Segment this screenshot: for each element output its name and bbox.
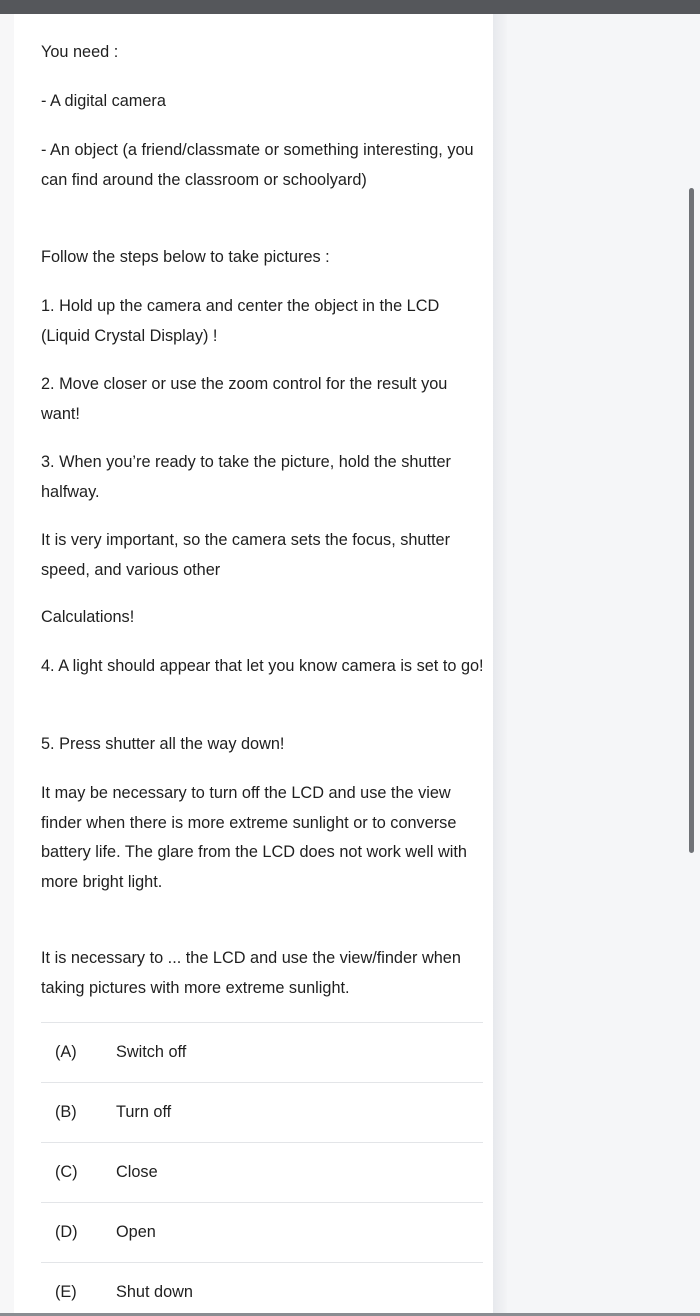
option-c[interactable] xyxy=(41,1142,483,1202)
passage-step-3: 3. When you’re ready to take the picture, hold the shutter halfway. xyxy=(41,453,451,501)
option-a-text: Switch off xyxy=(116,1043,187,1061)
option-a-letter: (A) xyxy=(55,1043,77,1061)
passage-line-need: You need : xyxy=(41,43,119,61)
option-d[interactable] xyxy=(41,1202,483,1262)
option-e-text: Shut down xyxy=(116,1283,193,1301)
passage-line-object: - An object (a friend/classmate or something interesting, you can find around the classroom or schoolyard) xyxy=(41,141,474,189)
passage-line-lcd-note: It may be necessary to turn off the LCD and use the view finder when there is more extreme sunlight or to converse battery life. The glare from the LCD does not work well with more bright light. xyxy=(41,784,467,891)
passage-line-follow: Follow the steps below to take pictures : xyxy=(41,248,330,266)
passage-line-calculations: Calculations! xyxy=(41,608,135,626)
passage-step-2: 2. Move closer or use the zoom control for the result you want! xyxy=(41,375,448,423)
left-margin xyxy=(0,14,14,1313)
option-e[interactable] xyxy=(41,1262,483,1316)
question-text: It is necessary to ... the LCD and use the view/finder when taking pictures with more extreme sunlight. xyxy=(41,949,461,997)
reading-panel xyxy=(14,14,493,1316)
panel-edge-shadow xyxy=(493,14,507,1316)
option-c-letter: (C) xyxy=(55,1163,78,1181)
scrollbar-thumb[interactable] xyxy=(689,188,694,853)
passage-step-1: 1. Hold up the camera and center the object in the LCD (Liquid Crystal Display) ! xyxy=(41,297,440,345)
option-c-text: Close xyxy=(116,1163,158,1181)
passage-line-important: It is very important, so the camera sets the focus, shutter speed, and various other xyxy=(41,531,451,579)
option-b-letter: (B) xyxy=(55,1103,77,1121)
passage-step-5: 5. Press shutter all the way down! xyxy=(41,735,285,753)
answer-options xyxy=(41,1022,483,1316)
right-empty-area xyxy=(507,14,700,1316)
window-top-bar xyxy=(0,0,700,14)
passage-line-camera: - A digital camera xyxy=(41,92,166,110)
option-b-text: Turn off xyxy=(116,1103,172,1121)
option-e-letter: (E) xyxy=(55,1283,77,1301)
option-a[interactable] xyxy=(41,1022,483,1082)
option-d-text: Open xyxy=(116,1223,156,1241)
option-b[interactable] xyxy=(41,1082,483,1142)
option-d-letter: (D) xyxy=(55,1223,78,1241)
passage-step-4: 4. A light should appear that let you know camera is set to go! xyxy=(41,657,484,675)
